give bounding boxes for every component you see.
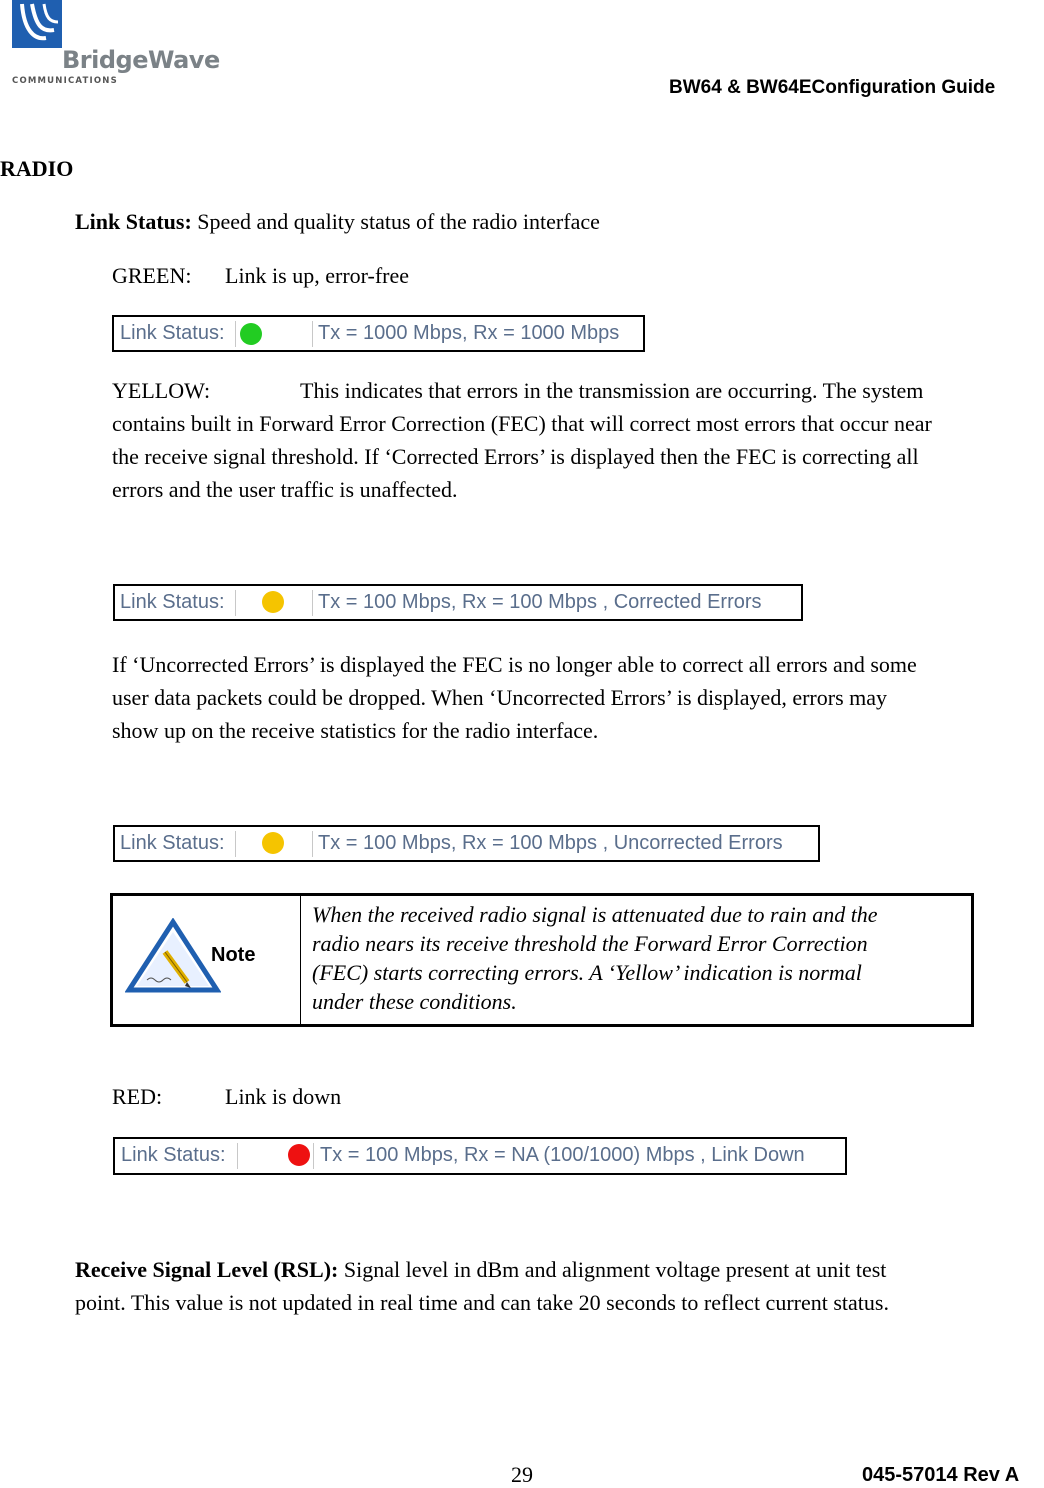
separator	[235, 590, 236, 616]
uncorrected-line-2: user data packets could be dropped. When ‘Uncorrected Errors’ is displayed, errors may	[112, 685, 888, 710]
rsl-line-2: point. This value is not updated in real time and can take 20 seconds to reflect current status.	[75, 1290, 889, 1315]
separator	[313, 1143, 314, 1169]
red-text: Link is down	[225, 1084, 342, 1109]
yellow-line-4: errors and the user traffic is unaffected.	[112, 477, 458, 502]
note-text	[312, 900, 962, 1016]
yellow-line-3: the receive signal threshold. If ‘Corrected Errors’ is displayed then the FEC is correcting all	[112, 444, 919, 469]
yellow-line-2: contains built in Forward Error Correction (FEC) that will correct most errors that occur near	[112, 411, 932, 436]
note-pencil-icon	[125, 918, 221, 996]
separator	[312, 321, 313, 347]
link-status-uncorrected-screenshot	[113, 825, 820, 862]
note-line-3: (FEC) starts correcting errors. A ‘Yellow’ indication is normal	[312, 960, 862, 985]
green-label: GREEN:	[112, 263, 192, 288]
yellow-line-1: This indicates that errors in the transmission are occurring. The system	[300, 378, 924, 403]
uncorrected-line-3: show up on the receive statistics for the radio interface.	[112, 718, 599, 743]
separator	[312, 831, 313, 857]
note-label: Note	[211, 944, 256, 966]
red-label: RED:	[112, 1084, 163, 1109]
separator	[235, 321, 236, 347]
uncorrected-line-1: If ‘Uncorrected Errors’ is displayed the FEC is no longer able to correct all errors and some	[112, 652, 917, 677]
note-line-4: under these conditions.	[312, 989, 517, 1014]
link-status-green-screenshot	[112, 315, 645, 352]
yellow-status-dot	[262, 832, 284, 854]
link-status-value: Tx = 100 Mbps, Rx = NA (100/1000) Mbps , Link Down	[320, 1144, 805, 1166]
green-text: Link is up, error-free	[225, 263, 410, 288]
green-status-dot	[240, 323, 262, 345]
yellow-status-dot	[262, 591, 284, 613]
link-status-value: Tx = 100 Mbps, Rx = 100 Mbps , Uncorrected Errors	[318, 832, 783, 854]
note-box	[110, 893, 974, 1027]
logo-subtitle: COMMUNICATIONS	[12, 76, 118, 86]
red-status-dot	[288, 1144, 310, 1166]
link-status-down-screenshot	[113, 1137, 847, 1175]
separator	[237, 1143, 238, 1169]
yellow-label: YELLOW:	[112, 378, 211, 403]
link-status-label: Link Status:	[121, 1144, 226, 1166]
rsl-line-1	[75, 1253, 886, 1286]
link-status-value: Tx = 1000 Mbps, Rx = 1000 Mbps	[318, 322, 620, 344]
link-status-value: Tx = 100 Mbps, Rx = 100 Mbps , Corrected Errors	[318, 591, 762, 613]
separator	[312, 590, 313, 616]
logo-wordmark: BridgeWave	[62, 46, 220, 74]
document-id: 045-57014 Rev A	[862, 1464, 1020, 1486]
link-status-desc: Speed and quality status of the radio interface	[191, 209, 600, 234]
link-status-term: Link Status:	[75, 209, 192, 234]
section-title: RADIO	[0, 156, 74, 181]
link-status-intro	[75, 205, 600, 238]
link-status-label: Link Status:	[120, 322, 225, 344]
rsl-desc: Signal level in dBm and alignment voltage present at unit test	[338, 1257, 887, 1282]
link-status-label: Link Status:	[120, 832, 225, 854]
note-divider	[300, 896, 301, 1024]
header-title: BW64 & BW64EConfiguration Guide	[669, 77, 996, 98]
link-status-label: Link Status:	[120, 591, 225, 613]
page-number: 29	[511, 1462, 533, 1487]
link-status-corrected-screenshot	[113, 584, 803, 621]
note-line-1: When the received radio signal is attenuated due to rain and the	[312, 902, 878, 927]
separator	[235, 831, 236, 857]
note-line-2: radio nears its receive threshold the Forward Error Correction	[312, 931, 868, 956]
rsl-term: Receive Signal Level (RSL):	[75, 1257, 339, 1282]
